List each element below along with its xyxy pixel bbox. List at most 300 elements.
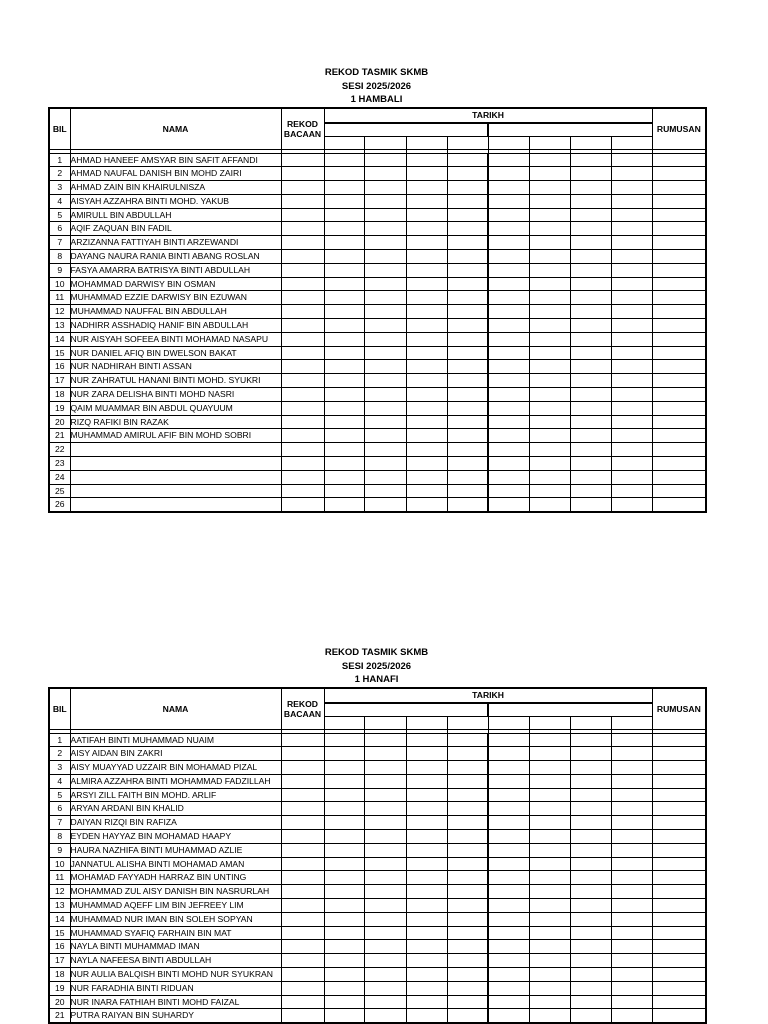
tarikh-cell[interactable] xyxy=(611,319,652,333)
tarikh-cell[interactable] xyxy=(570,981,611,995)
tarikh-cell[interactable] xyxy=(406,429,447,443)
tarikh-cell[interactable] xyxy=(488,885,529,899)
date-cell[interactable] xyxy=(611,136,652,149)
tarikh-cell[interactable] xyxy=(529,305,570,319)
rekod-bacaan-cell[interactable] xyxy=(281,899,324,913)
tarikh-cell[interactable] xyxy=(570,871,611,885)
tarikh-cell[interactable] xyxy=(488,263,529,277)
rumusan-cell[interactable] xyxy=(652,470,706,484)
tarikh-cell[interactable] xyxy=(364,912,406,926)
date-cell[interactable] xyxy=(447,136,488,149)
tarikh-cell[interactable] xyxy=(488,291,529,305)
tarikh-cell[interactable] xyxy=(488,222,529,236)
tarikh-cell[interactable] xyxy=(447,457,488,471)
tarikh-cell[interactable] xyxy=(488,415,529,429)
rumusan-cell[interactable] xyxy=(652,774,706,788)
tarikh-cell[interactable] xyxy=(611,415,652,429)
tarikh-cell[interactable] xyxy=(364,236,406,250)
tarikh-cell[interactable] xyxy=(364,208,406,222)
tarikh-cell[interactable] xyxy=(406,346,447,360)
rumusan-cell[interactable] xyxy=(652,208,706,222)
tarikh-cell[interactable] xyxy=(324,346,364,360)
tarikh-cell[interactable] xyxy=(570,332,611,346)
tarikh-cell[interactable] xyxy=(529,968,570,982)
tarikh-cell[interactable] xyxy=(529,926,570,940)
tarikh-cell[interactable] xyxy=(488,153,529,167)
tarikh-cell[interactable] xyxy=(447,885,488,899)
tarikh-cell[interactable] xyxy=(406,360,447,374)
tarikh-cell[interactable] xyxy=(611,857,652,871)
tarikh-cell[interactable] xyxy=(324,277,364,291)
tarikh-cell[interactable] xyxy=(611,263,652,277)
tarikh-cell[interactable] xyxy=(488,360,529,374)
rumusan-cell[interactable] xyxy=(652,968,706,982)
rumusan-cell[interactable] xyxy=(652,250,706,264)
tarikh-cell[interactable] xyxy=(324,194,364,208)
tarikh-cell[interactable] xyxy=(611,194,652,208)
tarikh-cell[interactable] xyxy=(324,360,364,374)
tarikh-cell[interactable] xyxy=(364,360,406,374)
rekod-bacaan-cell[interactable] xyxy=(281,457,324,471)
tarikh-cell[interactable] xyxy=(406,236,447,250)
tarikh-cell[interactable] xyxy=(529,236,570,250)
rumusan-cell[interactable] xyxy=(652,761,706,775)
tarikh-cell[interactable] xyxy=(364,761,406,775)
rumusan-cell[interactable] xyxy=(652,443,706,457)
tarikh-cell[interactable] xyxy=(570,401,611,415)
tarikh-cell[interactable] xyxy=(570,857,611,871)
tarikh-cell[interactable] xyxy=(364,843,406,857)
tarikh-cell[interactable] xyxy=(324,291,364,305)
tarikh-cell[interactable] xyxy=(611,899,652,913)
rumusan-cell[interactable] xyxy=(652,388,706,402)
tarikh-cell[interactable] xyxy=(406,332,447,346)
tarikh-cell[interactable] xyxy=(324,484,364,498)
tarikh-cell[interactable] xyxy=(364,981,406,995)
tarikh-cell[interactable] xyxy=(529,250,570,264)
tarikh-cell[interactable] xyxy=(488,346,529,360)
rumusan-cell[interactable] xyxy=(652,899,706,913)
tarikh-cell[interactable] xyxy=(529,498,570,512)
tarikh-cell[interactable] xyxy=(447,747,488,761)
date-cell[interactable] xyxy=(529,136,570,149)
tarikh-cell[interactable] xyxy=(488,802,529,816)
tarikh-cell[interactable] xyxy=(406,816,447,830)
tarikh-cell[interactable] xyxy=(406,843,447,857)
tarikh-cell[interactable] xyxy=(611,153,652,167)
tarikh-cell[interactable] xyxy=(324,995,364,1009)
tarikh-cell[interactable] xyxy=(447,263,488,277)
tarikh-cell[interactable] xyxy=(611,401,652,415)
tarikh-cell[interactable] xyxy=(570,968,611,982)
rekod-bacaan-cell[interactable] xyxy=(281,153,324,167)
tarikh-cell[interactable] xyxy=(488,236,529,250)
rekod-bacaan-cell[interactable] xyxy=(281,1009,324,1023)
rekod-bacaan-cell[interactable] xyxy=(281,954,324,968)
tarikh-cell[interactable] xyxy=(447,332,488,346)
tarikh-cell[interactable] xyxy=(611,305,652,319)
tarikh-cell[interactable] xyxy=(529,733,570,747)
tarikh-cell[interactable] xyxy=(529,374,570,388)
tarikh-cell[interactable] xyxy=(406,319,447,333)
tarikh-cell[interactable] xyxy=(406,788,447,802)
tarikh-cell[interactable] xyxy=(406,457,447,471)
tarikh-cell[interactable] xyxy=(570,761,611,775)
tarikh-cell[interactable] xyxy=(324,457,364,471)
tarikh-cell[interactable] xyxy=(324,774,364,788)
tarikh-cell[interactable] xyxy=(364,263,406,277)
tarikh-cell[interactable] xyxy=(324,498,364,512)
tarikh-cell[interactable] xyxy=(447,167,488,181)
rekod-bacaan-cell[interactable] xyxy=(281,388,324,402)
tarikh-cell[interactable] xyxy=(324,443,364,457)
tarikh-cell[interactable] xyxy=(447,995,488,1009)
tarikh-cell[interactable] xyxy=(324,222,364,236)
rekod-bacaan-cell[interactable] xyxy=(281,222,324,236)
tarikh-cell[interactable] xyxy=(406,761,447,775)
tarikh-cell[interactable] xyxy=(324,885,364,899)
tarikh-cell[interactable] xyxy=(570,830,611,844)
date-cell[interactable] xyxy=(364,716,406,729)
tarikh-cell[interactable] xyxy=(406,167,447,181)
tarikh-cell[interactable] xyxy=(529,429,570,443)
tarikh-cell[interactable] xyxy=(488,981,529,995)
tarikh-cell[interactable] xyxy=(529,761,570,775)
rekod-bacaan-cell[interactable] xyxy=(281,291,324,305)
rekod-bacaan-cell[interactable] xyxy=(281,415,324,429)
tarikh-cell[interactable] xyxy=(488,167,529,181)
date-cell[interactable] xyxy=(529,716,570,729)
tarikh-cell[interactable] xyxy=(364,319,406,333)
rekod-bacaan-cell[interactable] xyxy=(281,236,324,250)
tarikh-cell[interactable] xyxy=(488,374,529,388)
tarikh-cell[interactable] xyxy=(570,208,611,222)
rekod-bacaan-cell[interactable] xyxy=(281,857,324,871)
tarikh-cell[interactable] xyxy=(570,843,611,857)
rumusan-cell[interactable] xyxy=(652,747,706,761)
tarikh-cell[interactable] xyxy=(364,277,406,291)
rekod-bacaan-cell[interactable] xyxy=(281,346,324,360)
tarikh-cell[interactable] xyxy=(611,484,652,498)
tarikh-cell[interactable] xyxy=(611,774,652,788)
tarikh-cell[interactable] xyxy=(570,319,611,333)
date-cell[interactable] xyxy=(447,716,488,729)
rumusan-cell[interactable] xyxy=(652,954,706,968)
tarikh-cell[interactable] xyxy=(406,401,447,415)
tarikh-cell[interactable] xyxy=(529,871,570,885)
tarikh-cell[interactable] xyxy=(570,802,611,816)
tarikh-cell[interactable] xyxy=(488,857,529,871)
tarikh-cell[interactable] xyxy=(324,429,364,443)
tarikh-cell[interactable] xyxy=(447,291,488,305)
rekod-bacaan-cell[interactable] xyxy=(281,871,324,885)
tarikh-cell[interactable] xyxy=(447,1009,488,1023)
tarikh-cell[interactable] xyxy=(447,843,488,857)
tarikh-cell[interactable] xyxy=(324,981,364,995)
rumusan-cell[interactable] xyxy=(652,263,706,277)
date-group-2[interactable] xyxy=(488,703,652,717)
tarikh-cell[interactable] xyxy=(529,153,570,167)
rumusan-cell[interactable] xyxy=(652,788,706,802)
tarikh-cell[interactable] xyxy=(529,830,570,844)
tarikh-cell[interactable] xyxy=(570,360,611,374)
tarikh-cell[interactable] xyxy=(488,208,529,222)
tarikh-cell[interactable] xyxy=(570,443,611,457)
rekod-bacaan-cell[interactable] xyxy=(281,319,324,333)
tarikh-cell[interactable] xyxy=(364,747,406,761)
tarikh-cell[interactable] xyxy=(364,388,406,402)
date-cell[interactable] xyxy=(324,716,364,729)
tarikh-cell[interactable] xyxy=(447,981,488,995)
rumusan-cell[interactable] xyxy=(652,871,706,885)
tarikh-cell[interactable] xyxy=(529,899,570,913)
tarikh-cell[interactable] xyxy=(324,899,364,913)
tarikh-cell[interactable] xyxy=(406,885,447,899)
tarikh-cell[interactable] xyxy=(611,788,652,802)
tarikh-cell[interactable] xyxy=(406,415,447,429)
tarikh-cell[interactable] xyxy=(488,181,529,195)
tarikh-cell[interactable] xyxy=(611,457,652,471)
tarikh-cell[interactable] xyxy=(611,1009,652,1023)
rumusan-cell[interactable] xyxy=(652,332,706,346)
tarikh-cell[interactable] xyxy=(406,830,447,844)
tarikh-cell[interactable] xyxy=(488,968,529,982)
tarikh-cell[interactable] xyxy=(488,250,529,264)
tarikh-cell[interactable] xyxy=(529,415,570,429)
tarikh-cell[interactable] xyxy=(570,733,611,747)
date-cell[interactable] xyxy=(364,136,406,149)
tarikh-cell[interactable] xyxy=(406,484,447,498)
tarikh-cell[interactable] xyxy=(447,388,488,402)
tarikh-cell[interactable] xyxy=(324,802,364,816)
tarikh-cell[interactable] xyxy=(364,830,406,844)
tarikh-cell[interactable] xyxy=(447,429,488,443)
tarikh-cell[interactable] xyxy=(447,319,488,333)
tarikh-cell[interactable] xyxy=(570,747,611,761)
tarikh-cell[interactable] xyxy=(611,954,652,968)
tarikh-cell[interactable] xyxy=(529,167,570,181)
tarikh-cell[interactable] xyxy=(364,305,406,319)
tarikh-cell[interactable] xyxy=(364,816,406,830)
tarikh-cell[interactable] xyxy=(529,981,570,995)
tarikh-cell[interactable] xyxy=(364,291,406,305)
tarikh-cell[interactable] xyxy=(611,222,652,236)
rumusan-cell[interactable] xyxy=(652,153,706,167)
tarikh-cell[interactable] xyxy=(406,733,447,747)
tarikh-cell[interactable] xyxy=(611,429,652,443)
tarikh-cell[interactable] xyxy=(529,774,570,788)
tarikh-cell[interactable] xyxy=(364,153,406,167)
tarikh-cell[interactable] xyxy=(406,899,447,913)
tarikh-cell[interactable] xyxy=(529,816,570,830)
tarikh-cell[interactable] xyxy=(447,498,488,512)
tarikh-cell[interactable] xyxy=(488,457,529,471)
tarikh-cell[interactable] xyxy=(324,415,364,429)
tarikh-cell[interactable] xyxy=(406,291,447,305)
tarikh-cell[interactable] xyxy=(447,954,488,968)
tarikh-cell[interactable] xyxy=(488,816,529,830)
tarikh-cell[interactable] xyxy=(324,871,364,885)
date-cell[interactable] xyxy=(406,716,447,729)
rekod-bacaan-cell[interactable] xyxy=(281,995,324,1009)
tarikh-cell[interactable] xyxy=(488,940,529,954)
rumusan-cell[interactable] xyxy=(652,940,706,954)
tarikh-cell[interactable] xyxy=(611,236,652,250)
tarikh-cell[interactable] xyxy=(611,871,652,885)
tarikh-cell[interactable] xyxy=(529,843,570,857)
tarikh-cell[interactable] xyxy=(447,926,488,940)
tarikh-cell[interactable] xyxy=(570,346,611,360)
tarikh-cell[interactable] xyxy=(447,415,488,429)
tarikh-cell[interactable] xyxy=(570,222,611,236)
tarikh-cell[interactable] xyxy=(364,222,406,236)
tarikh-cell[interactable] xyxy=(364,194,406,208)
rumusan-cell[interactable] xyxy=(652,885,706,899)
rumusan-cell[interactable] xyxy=(652,167,706,181)
tarikh-cell[interactable] xyxy=(447,153,488,167)
tarikh-cell[interactable] xyxy=(447,871,488,885)
tarikh-cell[interactable] xyxy=(529,208,570,222)
tarikh-cell[interactable] xyxy=(447,899,488,913)
rumusan-cell[interactable] xyxy=(652,415,706,429)
tarikh-cell[interactable] xyxy=(324,940,364,954)
rekod-bacaan-cell[interactable] xyxy=(281,167,324,181)
tarikh-cell[interactable] xyxy=(324,250,364,264)
tarikh-cell[interactable] xyxy=(488,954,529,968)
tarikh-cell[interactable] xyxy=(611,885,652,899)
tarikh-cell[interactable] xyxy=(611,332,652,346)
tarikh-cell[interactable] xyxy=(406,263,447,277)
date-cell[interactable] xyxy=(324,136,364,149)
tarikh-cell[interactable] xyxy=(406,208,447,222)
tarikh-cell[interactable] xyxy=(364,429,406,443)
rekod-bacaan-cell[interactable] xyxy=(281,830,324,844)
tarikh-cell[interactable] xyxy=(488,733,529,747)
tarikh-cell[interactable] xyxy=(488,388,529,402)
tarikh-cell[interactable] xyxy=(364,871,406,885)
tarikh-cell[interactable] xyxy=(406,912,447,926)
rekod-bacaan-cell[interactable] xyxy=(281,401,324,415)
rumusan-cell[interactable] xyxy=(652,802,706,816)
tarikh-cell[interactable] xyxy=(447,208,488,222)
tarikh-cell[interactable] xyxy=(447,236,488,250)
tarikh-cell[interactable] xyxy=(364,926,406,940)
tarikh-cell[interactable] xyxy=(570,457,611,471)
rumusan-cell[interactable] xyxy=(652,981,706,995)
tarikh-cell[interactable] xyxy=(529,788,570,802)
tarikh-cell[interactable] xyxy=(570,415,611,429)
tarikh-cell[interactable] xyxy=(447,830,488,844)
tarikh-cell[interactable] xyxy=(488,774,529,788)
tarikh-cell[interactable] xyxy=(529,802,570,816)
tarikh-cell[interactable] xyxy=(529,857,570,871)
rekod-bacaan-cell[interactable] xyxy=(281,374,324,388)
tarikh-cell[interactable] xyxy=(611,747,652,761)
tarikh-cell[interactable] xyxy=(611,912,652,926)
rekod-bacaan-cell[interactable] xyxy=(281,788,324,802)
tarikh-cell[interactable] xyxy=(324,319,364,333)
tarikh-cell[interactable] xyxy=(406,981,447,995)
tarikh-cell[interactable] xyxy=(570,167,611,181)
tarikh-cell[interactable] xyxy=(447,181,488,195)
rumusan-cell[interactable] xyxy=(652,816,706,830)
rumusan-cell[interactable] xyxy=(652,484,706,498)
tarikh-cell[interactable] xyxy=(570,250,611,264)
tarikh-cell[interactable] xyxy=(488,498,529,512)
tarikh-cell[interactable] xyxy=(406,222,447,236)
tarikh-cell[interactable] xyxy=(488,871,529,885)
tarikh-cell[interactable] xyxy=(488,761,529,775)
tarikh-cell[interactable] xyxy=(364,940,406,954)
tarikh-cell[interactable] xyxy=(364,968,406,982)
tarikh-cell[interactable] xyxy=(611,208,652,222)
tarikh-cell[interactable] xyxy=(406,277,447,291)
tarikh-cell[interactable] xyxy=(364,470,406,484)
tarikh-cell[interactable] xyxy=(570,236,611,250)
tarikh-cell[interactable] xyxy=(324,388,364,402)
tarikh-cell[interactable] xyxy=(488,332,529,346)
rumusan-cell[interactable] xyxy=(652,374,706,388)
tarikh-cell[interactable] xyxy=(447,968,488,982)
rumusan-cell[interactable] xyxy=(652,305,706,319)
tarikh-cell[interactable] xyxy=(611,470,652,484)
date-group-2[interactable] xyxy=(488,123,652,137)
rekod-bacaan-cell[interactable] xyxy=(281,802,324,816)
tarikh-cell[interactable] xyxy=(447,360,488,374)
rekod-bacaan-cell[interactable] xyxy=(281,968,324,982)
rumusan-cell[interactable] xyxy=(652,995,706,1009)
tarikh-cell[interactable] xyxy=(611,346,652,360)
tarikh-cell[interactable] xyxy=(364,995,406,1009)
tarikh-cell[interactable] xyxy=(364,401,406,415)
tarikh-cell[interactable] xyxy=(364,415,406,429)
tarikh-cell[interactable] xyxy=(611,995,652,1009)
tarikh-cell[interactable] xyxy=(570,194,611,208)
tarikh-cell[interactable] xyxy=(406,498,447,512)
tarikh-cell[interactable] xyxy=(488,995,529,1009)
tarikh-cell[interactable] xyxy=(611,733,652,747)
rumusan-cell[interactable] xyxy=(652,1009,706,1023)
tarikh-cell[interactable] xyxy=(611,291,652,305)
tarikh-cell[interactable] xyxy=(447,857,488,871)
tarikh-cell[interactable] xyxy=(324,470,364,484)
tarikh-cell[interactable] xyxy=(488,305,529,319)
tarikh-cell[interactable] xyxy=(529,912,570,926)
tarikh-cell[interactable] xyxy=(447,401,488,415)
tarikh-cell[interactable] xyxy=(406,194,447,208)
tarikh-cell[interactable] xyxy=(406,968,447,982)
tarikh-cell[interactable] xyxy=(570,263,611,277)
rekod-bacaan-cell[interactable] xyxy=(281,277,324,291)
rekod-bacaan-cell[interactable] xyxy=(281,181,324,195)
tarikh-cell[interactable] xyxy=(488,788,529,802)
rekod-bacaan-cell[interactable] xyxy=(281,747,324,761)
tarikh-cell[interactable] xyxy=(611,843,652,857)
tarikh-cell[interactable] xyxy=(529,443,570,457)
tarikh-cell[interactable] xyxy=(488,443,529,457)
tarikh-cell[interactable] xyxy=(406,374,447,388)
tarikh-cell[interactable] xyxy=(570,291,611,305)
tarikh-cell[interactable] xyxy=(611,250,652,264)
rumusan-cell[interactable] xyxy=(652,181,706,195)
rekod-bacaan-cell[interactable] xyxy=(281,981,324,995)
tarikh-cell[interactable] xyxy=(324,843,364,857)
tarikh-cell[interactable] xyxy=(529,470,570,484)
tarikh-cell[interactable] xyxy=(406,181,447,195)
tarikh-cell[interactable] xyxy=(406,954,447,968)
tarikh-cell[interactable] xyxy=(364,484,406,498)
tarikh-cell[interactable] xyxy=(529,346,570,360)
